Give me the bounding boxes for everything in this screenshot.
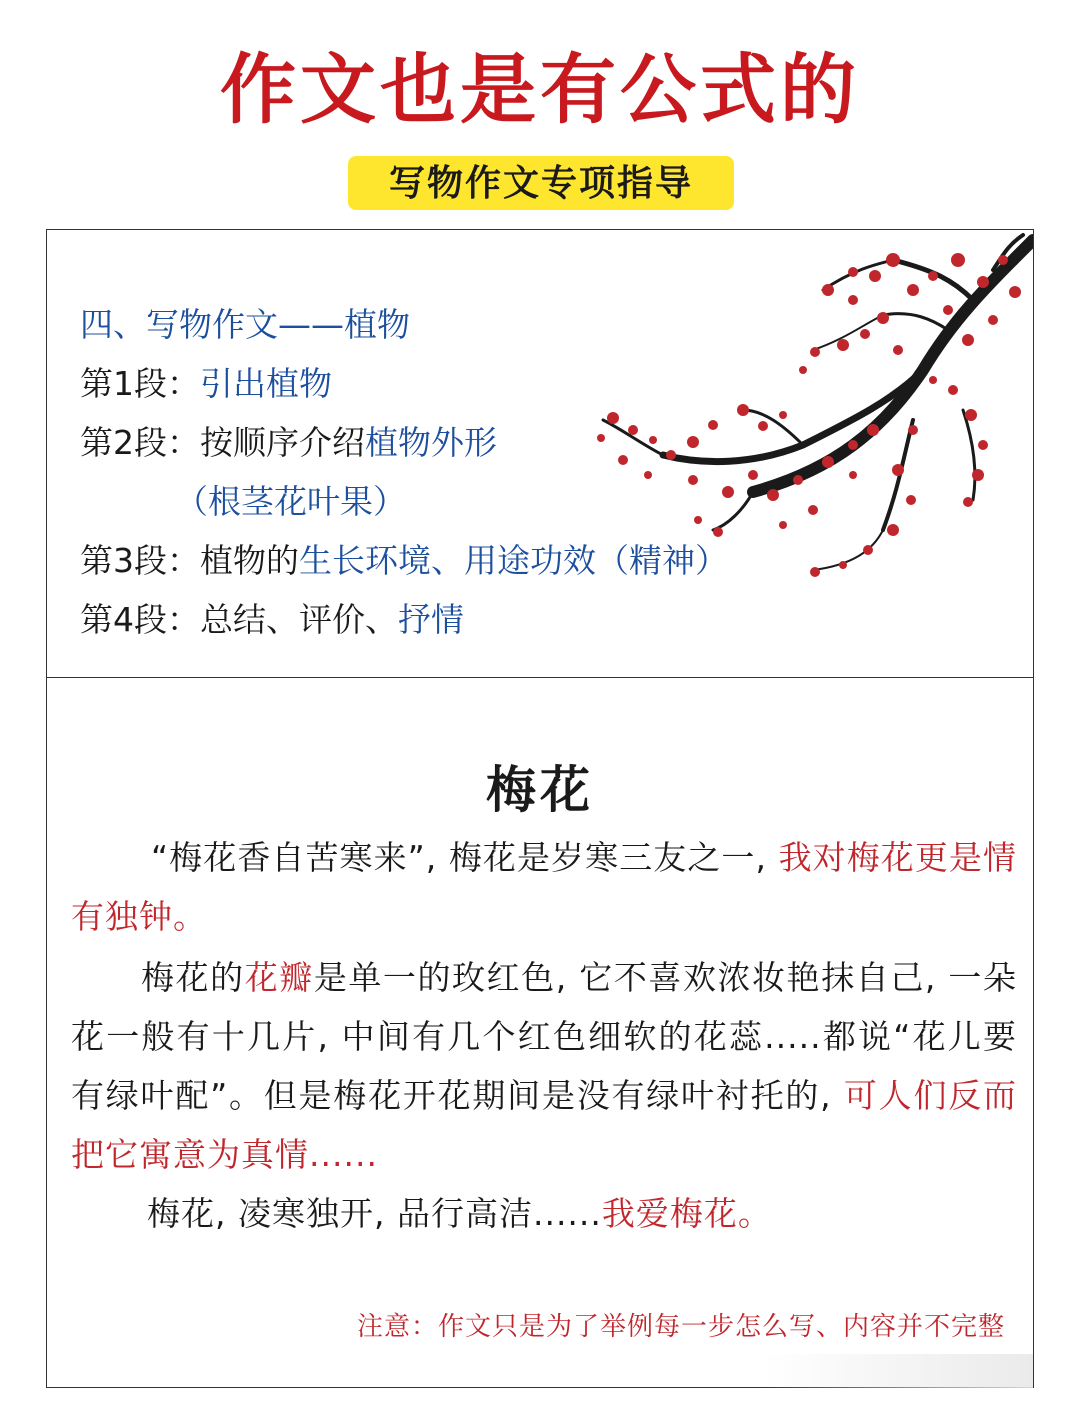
- essay-paragraph-2-text-b: 是单一的玫红色, 它不喜欢浓妆艳抹自己, 一朵花一般有十几片, 中间有几个红色细软的花蕊.....都说“花儿要有绿叶配”。但是梅花开花期间是没有绿叶衬托的,: [71, 958, 1017, 1115]
- essay-paragraph-3-highlight: 我爱梅花。: [601, 1194, 772, 1233]
- outline-heading: 四、写物作文——植物: [80, 305, 410, 344]
- paragraph-2-text: 按顺序介绍: [200, 423, 365, 462]
- essay-card: [46, 677, 1034, 1388]
- outline-paragraph-1: [80, 362, 332, 406]
- paragraph-3-text: 植物的: [200, 541, 299, 580]
- outline-paragraph-4: [80, 598, 464, 642]
- essay-paragraph-3-text: 梅花, 凌寒独开, 品行高洁......: [147, 1194, 602, 1233]
- paragraph-1-label: 第1段：: [80, 364, 200, 403]
- outline-card: [46, 229, 1034, 678]
- page-title: 作文也是有公式的: [220, 45, 860, 134]
- essay-paragraph-2: [71, 948, 1017, 1184]
- watermark-bar: [763, 1354, 1033, 1388]
- paragraph-4-label: 第4段：: [80, 600, 200, 639]
- essay-title: 梅花: [486, 761, 594, 819]
- paragraph-4-highlight: 抒情: [398, 600, 464, 639]
- outline-paragraph-3: [80, 539, 728, 583]
- plum-blossom-branch-illustration: [553, 230, 1033, 590]
- paragraph-2-label: 第2段：: [80, 423, 200, 462]
- paragraph-3-highlight: 生长环境、用途功效（精神）: [299, 541, 728, 580]
- disclaimer-note: 注意：作文只是为了举例每一步怎么写、内容并不完整: [356, 1312, 1005, 1342]
- paragraph-3-label: 第3段：: [80, 541, 200, 580]
- essay-paragraph-1: [71, 828, 1017, 946]
- paragraph-4-text: 总结、评价、: [200, 600, 398, 639]
- essay-paragraph-1-highlight: 我对梅花更是情有独钟。: [71, 838, 1018, 936]
- essay-paragraph-2-highlight-b: 可人们反而把它寓意为真情......: [71, 1076, 1018, 1174]
- essay-paragraph-1-text: “梅花香自苦寒来”, 梅花是岁寒三友之一,: [151, 838, 779, 877]
- outline-paragraph-2: [80, 421, 497, 465]
- essay-paragraph-2-highlight-a: 花瓣: [244, 958, 314, 997]
- paragraph-1-highlight: 引出植物: [200, 364, 332, 403]
- essay-paragraph-3: [147, 1184, 997, 1243]
- subtitle-banner: 写物作文专项指导: [348, 156, 734, 210]
- essay-paragraph-2-text-a: 梅花的: [141, 958, 245, 997]
- paragraph-2-parenthetical: （根茎花叶果）: [175, 482, 406, 521]
- paragraph-2-highlight: 植物外形: [365, 423, 497, 462]
